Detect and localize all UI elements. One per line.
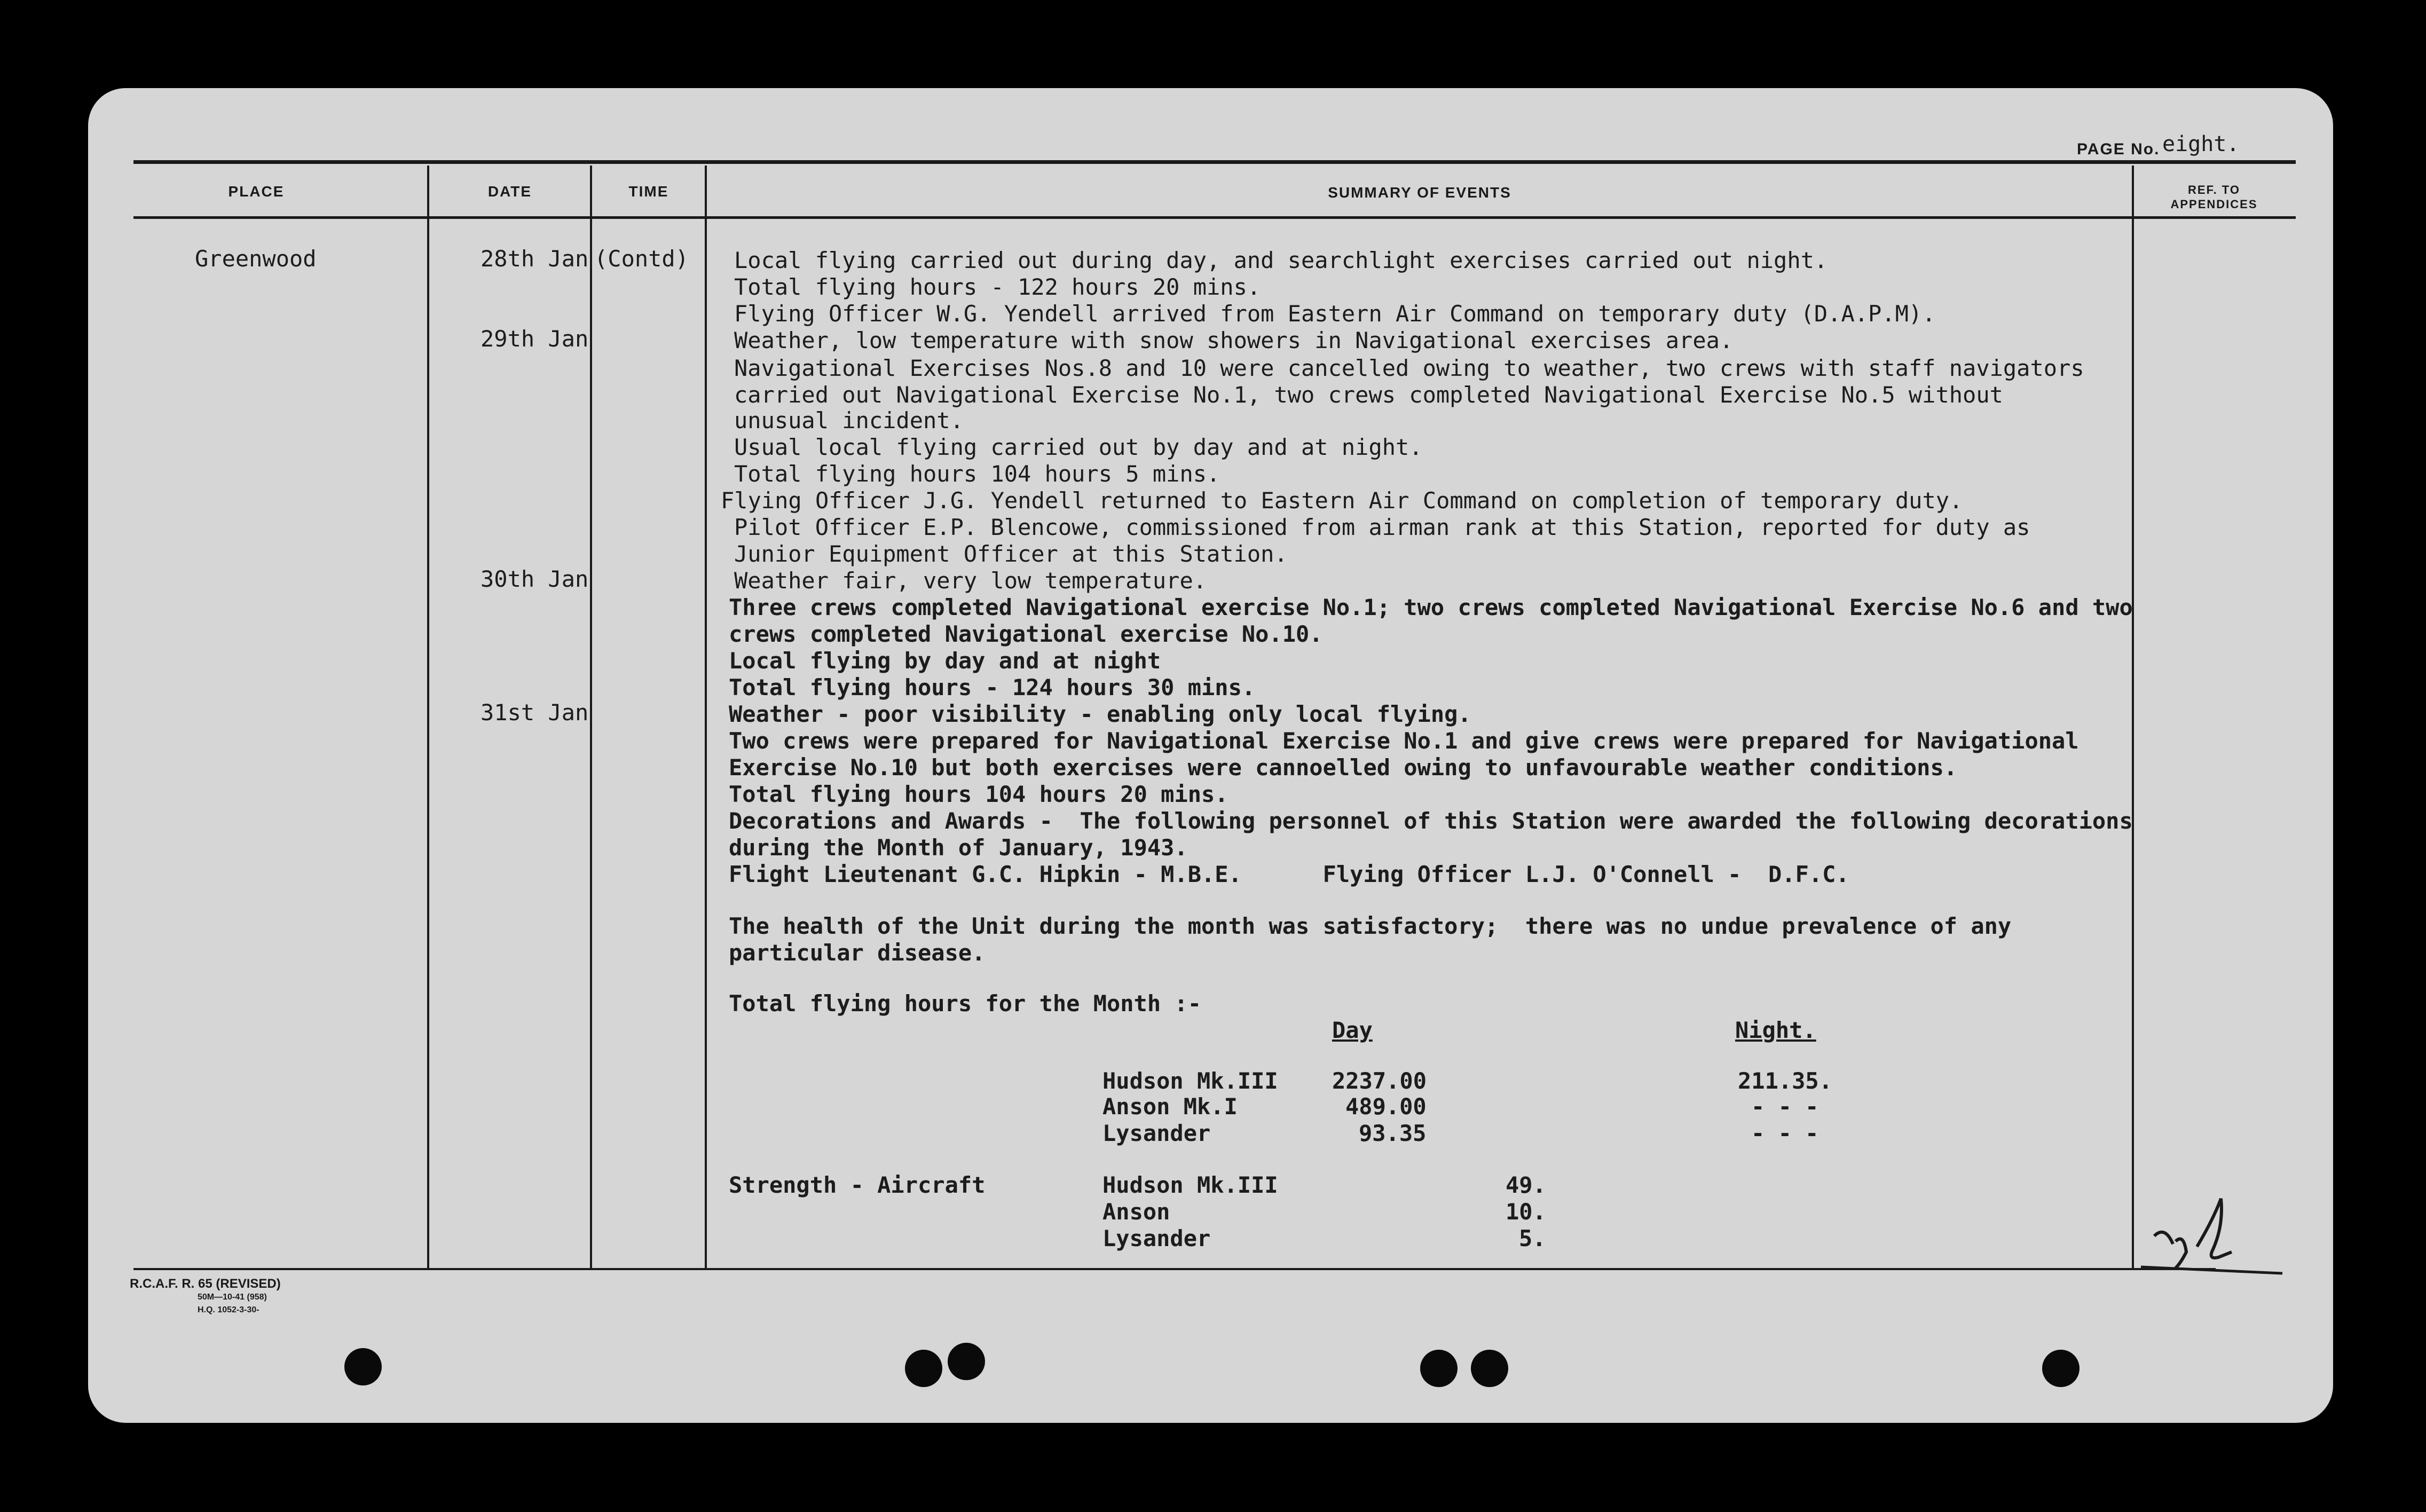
night-hours: 211.35. <box>1738 1068 1833 1094</box>
punch-hole <box>2042 1350 2080 1387</box>
night-column-header: Night. <box>1735 1017 1816 1043</box>
summary-line: Weather - poor visibility - enabling only local flying. <box>729 701 1471 727</box>
place-greenwood: Greenwood <box>195 246 317 272</box>
day-hours: 93.35 <box>1359 1120 1427 1146</box>
summary-line: particular disease. <box>729 940 986 966</box>
summary-line: unusual incident. <box>734 407 964 434</box>
summary-line: Usual local flying carried out by day and at night. <box>734 434 1423 460</box>
summary-line: Pilot Officer E.P. Blencowe, commissioned from airman rank at this Station, reported for duty as <box>734 514 2030 540</box>
page-number-value: eight. <box>2162 132 2240 156</box>
top-rule <box>133 160 2296 164</box>
form-number-line1: R.C.A.F. R. 65 (REVISED) <box>130 1277 281 1291</box>
day-hours: 2237.00 <box>1332 1068 1427 1094</box>
summary-line: Junior Equipment Officer at this Station. <box>734 541 1288 567</box>
summary-line: Total flying hours - 122 hours 20 mins. <box>734 274 1261 300</box>
date-28th: 28th Jan <box>481 246 589 272</box>
time-contd: (Contd) <box>594 246 689 272</box>
summary-line: Total flying hours 104 hours 5 mins. <box>734 461 1220 487</box>
day-column-header: Day <box>1332 1017 1373 1043</box>
column-rule-date <box>427 166 429 1268</box>
header-place: PLACE <box>228 183 285 200</box>
strength-count: 10. <box>1506 1199 1546 1225</box>
summary-line: Weather fair, very low temperature. <box>734 568 1207 594</box>
summary-line: Total flying hours 104 hours 20 mins. <box>729 781 1228 807</box>
date-30th: 30th Jan <box>481 566 589 592</box>
summary-line: Three crews completed Navigational exercise No.1; two crews completed Navigational Exercise No.6 and two <box>729 594 2133 620</box>
strength-aircraft: Hudson Mk.III <box>1102 1172 1278 1198</box>
summary-line: Navigational Exercises Nos.8 and 10 were cancelled owing to weather, two crews with staff navigators <box>734 355 2084 381</box>
summary-line: Total flying hours for the Month :- <box>729 990 1202 1017</box>
summary-line: Flying Officer J.G. Yendell returned to Eastern Air Command on completion of temporary duty. <box>721 487 1963 514</box>
strength-aircraft: Lysander <box>1102 1225 1211 1251</box>
form-number-line2: 50M—10-41 (958) <box>198 1293 267 1302</box>
summary-line: carried out Navigational Exercise No.1, two crews completed Navigational Exercise No.5 without <box>734 382 2003 408</box>
summary-line: during the Month of January, 1943. <box>729 834 1188 861</box>
summary-line: Local flying carried out during day, and searchlight exercises carried out night. <box>734 247 1828 273</box>
night-hours: - - - <box>1751 1120 1819 1146</box>
summary-line: Flying Officer W.G. Yendell arrived from Eastern Air Command on temporary duty (D.A.P.M). <box>734 301 1936 327</box>
signature-mark <box>2133 1188 2293 1279</box>
strength-count: 49. <box>1506 1172 1546 1198</box>
day-hours: 489.00 <box>1345 1093 1427 1120</box>
summary-line: Two crews were prepared for Navigational Exercise No.1 and give crews were prepared for Navigational <box>729 728 2079 754</box>
header-ref-line2: APPENDICES <box>2170 198 2258 211</box>
summary-line: Exercise No.10 but both exercises were cannoelled owing to unfavourable weather conditions. <box>729 754 1958 781</box>
page-number-label: PAGE No. <box>2077 140 2160 158</box>
summary-line: crews completed Navigational exercise No.10. <box>729 621 1323 647</box>
summary-line: Weather, low temperature with snow showers in Navigational exercises area. <box>734 327 1734 353</box>
summary-line: Decorations and Awards - The following personnel of this Station were awarded the following decorations <box>729 808 2133 834</box>
column-rule-summary <box>705 166 707 1268</box>
header-ref-line1: REF. TO <box>2188 183 2240 196</box>
punch-hole <box>1471 1350 1508 1387</box>
date-31st: 31st Jan <box>481 699 589 726</box>
summary-line: Total flying hours - 124 hours 30 mins. <box>729 674 1256 700</box>
punch-hole <box>344 1348 382 1385</box>
summary-line: The health of the Unit during the month was satisfactory; there was no undue prevalence of any <box>729 913 2012 939</box>
punch-hole <box>905 1350 942 1387</box>
aircraft-name: Anson Mk.I <box>1102 1093 1238 1120</box>
header-date: DATE <box>487 183 532 200</box>
date-29th: 29th Jan <box>481 326 589 352</box>
aircraft-name: Lysander <box>1102 1120 1211 1146</box>
header-rule <box>133 216 2296 219</box>
bottom-rule <box>133 1268 2216 1270</box>
diary-page <box>88 88 2333 1423</box>
punch-hole <box>948 1343 985 1380</box>
strength-aircraft: Anson <box>1102 1199 1170 1225</box>
strength-count: 5. <box>1519 1225 1546 1251</box>
form-number-line3: H.Q. 1052-3-30- <box>198 1305 259 1314</box>
summary-line: Local flying by day and at night <box>729 648 1161 674</box>
strength-label: Strength - Aircraft <box>729 1172 986 1198</box>
summary-line: Flight Lieutenant G.C. Hipkin - M.B.E. Flying Officer L.J. O'Connell - D.F.C. <box>729 861 1849 887</box>
aircraft-name: Hudson Mk.III <box>1102 1068 1278 1094</box>
column-rule-ref <box>2132 166 2134 1268</box>
header-summary: SUMMARY OF EVENTS <box>1328 184 1511 201</box>
punch-hole <box>1420 1350 1458 1387</box>
column-rule-time <box>590 166 592 1268</box>
night-hours: - - - <box>1751 1093 1819 1120</box>
header-time: TIME <box>628 183 669 200</box>
